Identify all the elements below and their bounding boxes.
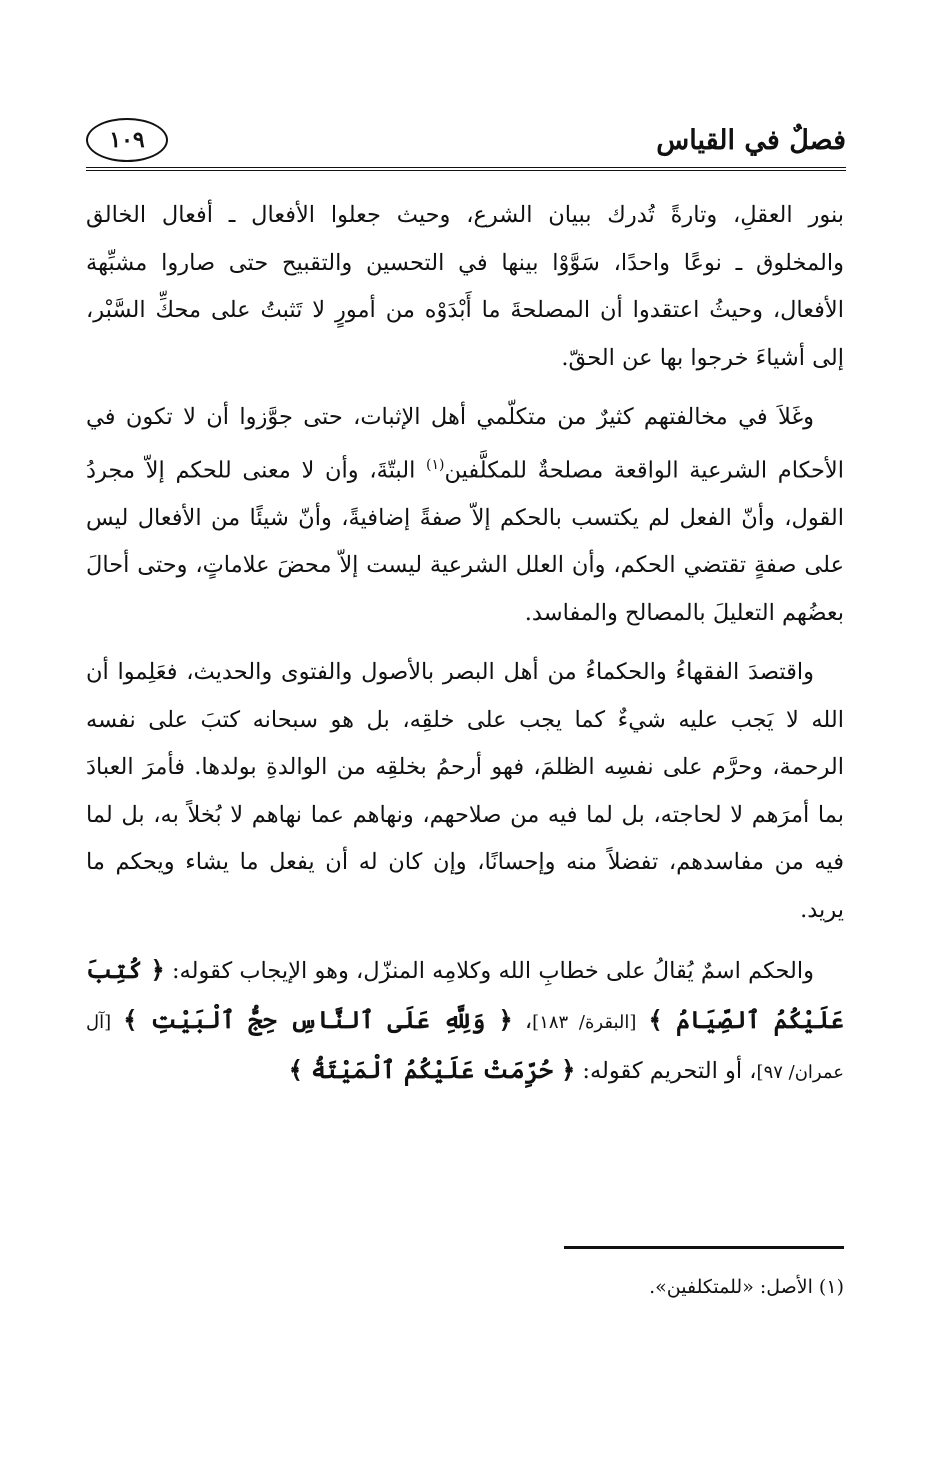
chapter-title: فصلٌ في القياس [656, 125, 846, 156]
paragraph-2-end: لا معنى للحكم إلاّ مجردُ القول، وأنّ الفعل لم يكتسب بالحكم إلاّ صفةً إضافيةً، وأنّ شيئًا من الأفعال ليس على صفةٍ تقتضي الحكم، وأن العلل الشرعية ليست إلاّ محضَ علاماتٍ، وحتى أحالَ بعضُهم التعليلَ بالمصالح والمفاسد. [86, 457, 845, 626]
paragraph-2-continued: البتّةَ، وأن [325, 457, 416, 483]
page-header [86, 118, 846, 166]
page-number-badge: ١٠٩ [86, 118, 168, 162]
paragraph-4-text: والحكم اسمٌ يُقالُ على خطابِ الله وكلامِه المنزّل، وهو الإيجاب كقوله: [171, 958, 815, 984]
paragraph-1: بنور العقلِ، وتارةً تُدرك ببيان الشرع، وحيث جعلوا الأفعال ـ أفعال الخالق والمخلوق ـ نوعًا واحدًا، سَوَّوْا بينها في التحسين والتقبيح حتى صاروا مشبِّهة الأفعال، وحيثُ اعتقدوا أن المصلحةَ ما أَبْدَوْه من أمورٍ لا تَثبتُ على محكِّ السَّبْر، إلى أشياءَ خرجوا بها عن الحقّ. [86, 202, 844, 371]
main-text [86, 192, 844, 1109]
paragraph-2-start: وغَلاَ في مخالفتهم كثيرٌ من متكلّمي أهل الإثبات، حتى جوَّزوا أن لا تكون في الأحكام الشرعية الواقعة مصلحةٌ للمكلَّفين [86, 404, 844, 483]
quran-ref-2: [آل عمران/ ٩٧] [86, 1011, 844, 1083]
footnote-marker: (١) [426, 456, 445, 473]
quran-verse-1: ﴿ كُتِبَ عَلَيْكُمُ ٱلصِّيَامُ ﴾ [86, 955, 844, 1034]
quran-verse-3: ﴿ حُرِّمَتْ عَلَيْكُمُ ٱلْمَيْتَةُ ﴾ [288, 1055, 576, 1084]
paragraph-2 [86, 394, 844, 637]
quran-ref-1: [البقرة/ ١٨٣] [532, 1011, 637, 1033]
paragraph-4: والحكم اسمٌ يُقالُ على خطابِ الله وكلامِه المنزّل، وهو الإيجاب كقوله: ﴿ كُتِبَ عَلَيْكُمُ ٱلصِّيَامُ ﴾ [البقرة/ ١٨٣]، ﴿ وَلِلَّهِ عَلَى ٱلنَّاسِ حِجُّ ٱلْبَيْتِ ﴾ [آل عمران/ ٩٧]، أو التحريم كقوله: ﴿ حُرِّمَتْ عَلَيْكُمُ ٱلْمَيْتَةُ ﴾ [86, 955, 844, 1084]
footnote-rule [564, 1246, 844, 1249]
footnote: (١) الأصل: «للمتكلفين». [649, 1276, 844, 1298]
quran-connector: ، أو التحريم كقوله: [582, 1058, 757, 1084]
quran-verse-2: ﴿ وَلِلَّهِ عَلَى ٱلنَّاسِ حِجُّ ٱلْبَيْتِ ﴾ [123, 1004, 513, 1034]
paragraph-3: واقتصدَ الفقهاءُ والحكماءُ من أهل البصر بالأصول والفتوى والحديث، فعَلِموا أن الله لا يَجب عليه شيءٌ كما يجب على خلقِه، بل هو سبحانه كتبَ على نفسه الرحمة، وحرَّم على نفسِه الظلمَ، فهو أرحمُ بخلقِه من الوالدةِ بولدها. فأمرَ العبادَ بما أمرَهم لا لحاجته، بل لما فيه من صلاحهم، ونهاهم عما نهاهم لا بُخلاً به، بل لما فيه من مفاسدهم، تفضلاً منه وإحسانًا، وإن كان له أن يفعل ما يشاء ويحكم ما يريد. [86, 659, 844, 923]
header-rule [86, 167, 846, 171]
